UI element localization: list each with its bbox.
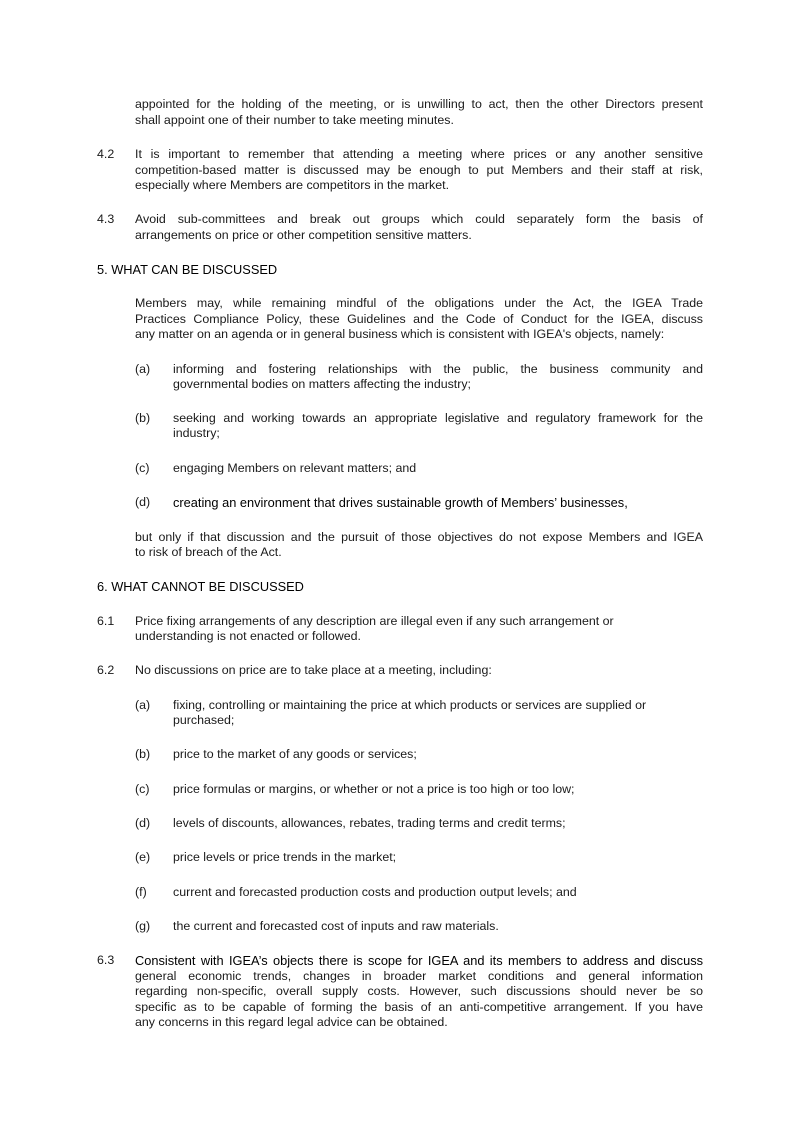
clause-6-2-item-line: price to the market of any goods or services; [173, 747, 417, 761]
section-5-item-line: seeking and working towards an appropriate legislative and regulatory framework for the [173, 411, 703, 425]
clause-6-2-item-line: the current and forecasted cost of inputs and raw materials. [173, 919, 499, 933]
item-label: (c) [135, 782, 150, 796]
item-label: (g) [135, 919, 151, 933]
item-label: (b) [135, 747, 151, 761]
item-label: (a) [135, 362, 151, 376]
clause-6-2-item-line: current and forecasted production costs and production output levels; and [173, 885, 577, 899]
clause-6-3-line: general economic trends, changes in broader market conditions and general information [135, 969, 703, 983]
section-6-heading: 6. WHAT CANNOT BE DISCUSSED [97, 579, 304, 594]
section-5-closing-line: but only if that discussion and the pursuit of those objectives do not expose Members and IGEA [135, 530, 703, 544]
clause-6-3-line: regarding non-specific, overall supply costs. However, such discussions should never be so [135, 984, 703, 998]
section-5-item-line: creating an environment that drives sustainable growth of Members’ businesses, [173, 495, 628, 510]
section-5-item-line: industry; [173, 426, 220, 440]
item-label: (d) [135, 816, 151, 830]
section-5-closing-line: to risk of breach of the Act. [135, 545, 282, 559]
item-label: (b) [135, 411, 151, 425]
clause-6-3-line: any concerns in this regard legal advice can be obtained. [135, 1015, 448, 1029]
item-label: (e) [135, 850, 151, 864]
clause-6-2-line: No discussions on price are to take place at a meeting, including: [135, 663, 492, 677]
item-label: (f) [135, 885, 147, 899]
clause-6-1-line: understanding is not enacted or followed. [135, 629, 361, 643]
item-label: (c) [135, 461, 150, 475]
clause-number: 6.1 [97, 614, 115, 628]
clause-4-2-line: especially where Members are competitors in the market. [135, 178, 450, 192]
clause-number: 6.2 [97, 663, 115, 677]
clause-6-2-item-line: levels of discounts, allowances, rebates, trading terms and credit terms; [173, 816, 566, 830]
clause-4-2-line: It is important to remember that attending a meeting where prices or any another sensitive [135, 147, 703, 161]
section-5-intro-line: any matter on an agenda or in general business which is consistent with IGEA's objects, namely: [135, 327, 665, 341]
clause-number: 6.3 [97, 953, 115, 967]
clause-4-2-line: competition-based matter is discussed may be enough to put Members and their staff at risk, [135, 163, 703, 177]
clause-4-3-line: Avoid sub-committees and break out groups which could separately form the basis of [135, 212, 703, 226]
clause-4-3-line: arrangements on price or other competition sensitive matters. [135, 228, 472, 242]
clause-6-2-item-line: fixing, controlling or maintaining the price at which products or services are supplied or [173, 698, 647, 712]
clause-number: 4.2 [97, 147, 115, 161]
clause-number: 4.3 [97, 212, 115, 226]
clause-6-2-item-line: price formulas or margins, or whether or not a price is too high or too low; [173, 782, 575, 796]
section-5-item-line: engaging Members on relevant matters; and [173, 461, 417, 475]
clause-6-3-line: specific as to be capable of forming the basis of an anti-competitive arrangement. If you have [135, 1000, 703, 1014]
clause-6-2-item-line: price levels or price trends in the market; [173, 850, 397, 864]
continuation-line: shall appoint one of their number to take meeting minutes. [135, 113, 454, 127]
clause-6-2-item-line: purchased; [173, 713, 235, 727]
section-5-intro-line: Practices Compliance Policy, these Guidelines and the Code of Conduct for the IGEA, discuss [135, 312, 703, 326]
section-5-heading: 5. WHAT CAN BE DISCUSSED [97, 262, 278, 277]
item-label: (d) [135, 495, 151, 509]
section-5-item-line: informing and fostering relationships with the public, the business community and [173, 362, 703, 376]
continuation-line: appointed for the holding of the meeting, or is unwilling to act, then the other Directors present [135, 97, 703, 111]
clause-6-1-line: Price fixing arrangements of any description are illegal even if any such arrangement or [135, 614, 614, 628]
section-5-item-line: governmental bodies on matters affecting the industry; [173, 377, 472, 391]
section-5-intro-line: Members may, while remaining mindful of the obligations under the Act, the IGEA Trade [135, 296, 703, 310]
item-label: (a) [135, 698, 151, 712]
clause-6-3-line: Consistent with IGEA’s objects there is scope for IGEA and its members to address and discuss [135, 953, 703, 968]
